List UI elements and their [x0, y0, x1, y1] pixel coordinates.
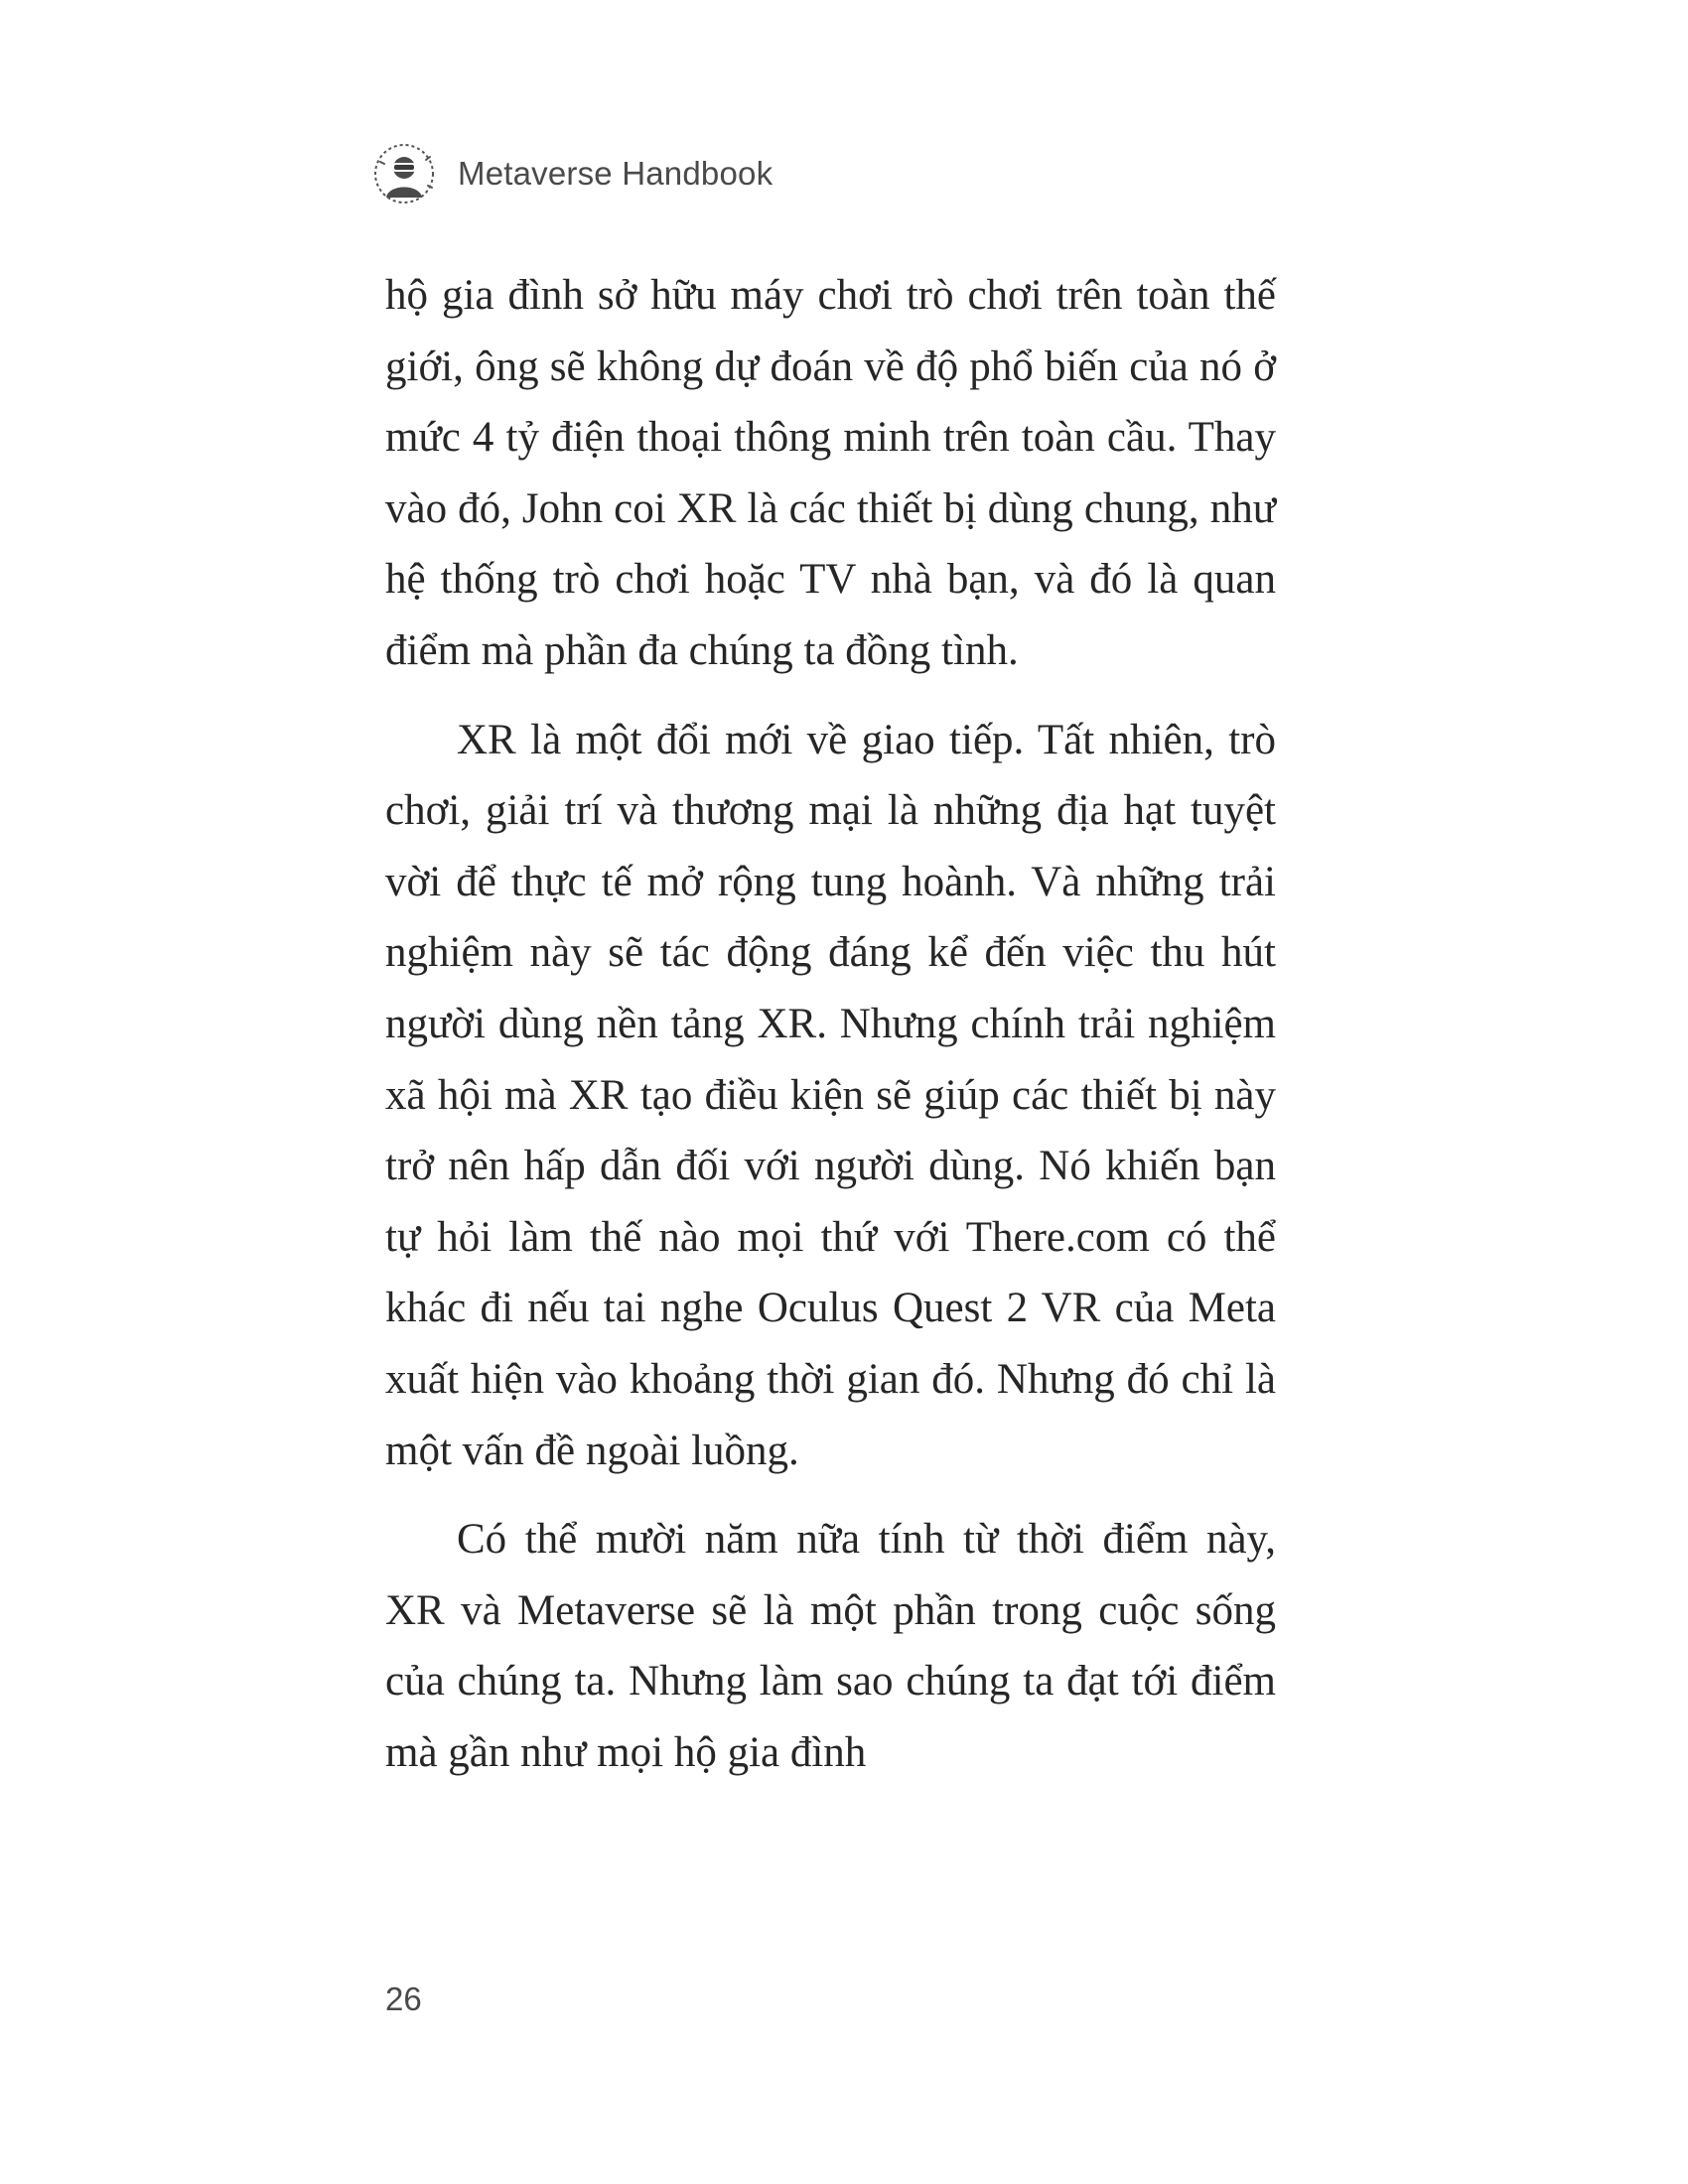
vr-headset-person-icon [372, 142, 436, 205]
running-header [372, 139, 773, 208]
book-title: Metaverse Handbook [458, 155, 774, 192]
page-number: 26 [385, 1980, 422, 2017]
paragraph: Có thể mười năm nữa tính từ thời điểm này, XR và Metaverse sẽ là một phần trong cuộc sống của chúng ta. Nhưng làm sao chúng ta đạt tới điểm mà gần như mọi hộ gia đình [385, 1516, 1276, 1776]
page-body [385, 260, 1276, 1788]
paragraph: XR là một đổi mới về giao tiếp. Tất nhiên, trò chơi, giải trí và thương mại là những địa hạt tuyệt vời để thực tế mở rộng tung hoành. Và những trải nghiệm này sẽ tác động đáng kể đến việc thu hút người dùng nền tảng XR. Nhưng chính trải nghiệm xã hội mà XR tạo điều kiện sẽ giúp các thiết bị này trở nên hấp dẫn đối với người dùng. Nó khiến bạn tự hỏi làm thế nào mọi thứ với There.com có thể khác đi nếu tai nghe Oculus Quest 2 VR của Meta xuất hiện vào khoảng thời gian đó. Nhưng đó chỉ là một vấn đề ngoài luồng. [385, 716, 1276, 1474]
paragraph-continued: hộ gia đình sở hữu máy chơi trò chơi trên toàn thế giới, ông sẽ không dự đoán về độ phổ biến của nó ở mức 4 tỷ điện thoại thông minh trên toàn cầu. Thay vào đó, John coi XR là các thiết bị dùng chung, như hệ thống trò chơi hoặc TV nhà bạn, và đó là quan điểm mà phần đa chúng ta đồng tình. [385, 272, 1276, 674]
